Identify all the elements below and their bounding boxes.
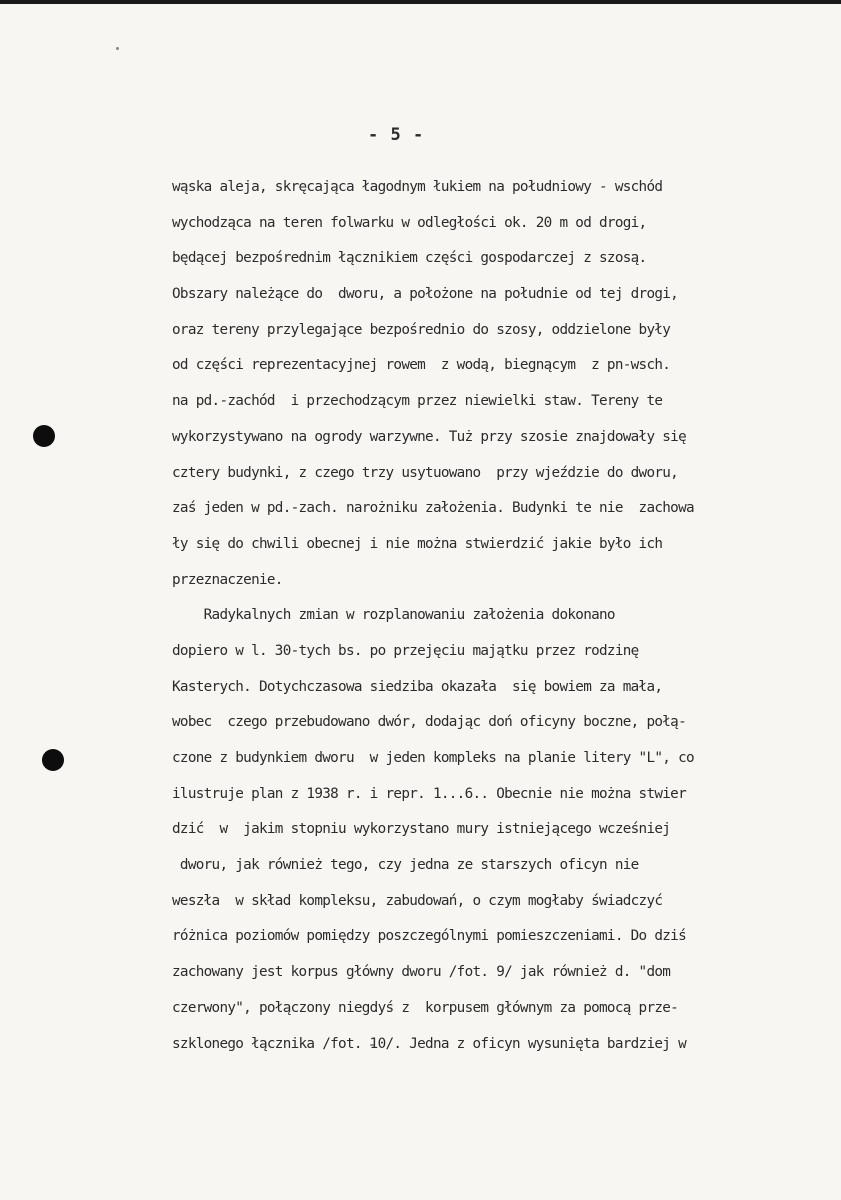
punch-hole: [33, 425, 55, 447]
text-line: wykorzystywano na ogrody warzywne. Tuż przy szosie znajdowały się: [172, 428, 686, 445]
text-line: weszła w skład kompleksu, zabudowań, o czym mogłaby świadczyć: [172, 892, 663, 909]
text-line: szklonego łącznika /fot. 10/. Jedna z oficyn wysunięta bardziej w: [172, 1035, 686, 1052]
text-line: ły się do chwili obecnej i nie można stwierdzić jakie było ich: [172, 535, 663, 552]
text-line: wychodząca na teren folwarku w odległości ok. 20 m od drogi,: [172, 214, 647, 231]
text-line: dzić w jakim stopniu wykorzystano mury istniejącego wcześniej: [172, 821, 671, 838]
text-line: oraz tereny przylegające bezpośrednio do szosy, oddzielone były: [172, 321, 671, 338]
text-line: Obszary należące do dworu, a położone na południe od tej drogi,: [172, 286, 679, 303]
text-line: czerwony", połączony niegdyś z korpusem głównym za pomocą prze-: [172, 999, 679, 1016]
text-line: wobec czego przebudowano dwór, dodając doń oficyny boczne, połą-: [172, 714, 686, 731]
text-line: zachowany jest korpus główny dworu /fot. 9/ jak również d. "dom: [172, 964, 671, 981]
text-line: Kasterych. Dotychczasowa siedziba okazała się bowiem za mała,: [172, 678, 663, 695]
text-line: cztery budynki, z czego trzy usytuowano przy wjeździe do dworu,: [172, 464, 679, 481]
typed-text-body: [172, 175, 832, 1067]
text-line: będącej bezpośrednim łącznikiem części gospodarczej z szosą.: [172, 250, 647, 267]
paper-speck: [116, 47, 119, 50]
text-line: dopiero w l. 30-tych bs. po przejęciu majątku przez rodzinę: [172, 642, 639, 659]
text-line: Radykalnych zmian w rozplanowaniu założenia dokonano: [172, 607, 615, 624]
punch-hole: [42, 749, 64, 771]
text-line: przeznaczenie.: [172, 571, 283, 588]
text-line: ilustruje plan z 1938 r. i repr. 1...6.. Obecnie nie można stwier: [172, 785, 686, 802]
text-line: czone z budynkiem dworu w jeden kompleks na planie litery "L", co: [172, 750, 694, 766]
page-number: - 5 -: [368, 125, 425, 145]
text-line: na pd.-zachód i przechodzącym przez niewielki staw. Tereny te: [172, 393, 663, 410]
text-line: wąska aleja, skręcająca łagodnym łukiem na południowy - wschód: [172, 179, 663, 195]
text-line: od części reprezentacyjnej rowem z wodą, biegnącym z pn-wsch.: [172, 357, 671, 374]
text-line: różnica poziomów pomiędzy poszczególnymi pomieszczeniami. Do dziś: [172, 928, 686, 945]
text-line: dworu, jak również tego, czy jedna ze starszych oficyn nie: [172, 857, 639, 874]
text-line: zaś jeden w pd.-zach. narożniku założenia. Budynki te nie zachowa: [172, 500, 694, 517]
